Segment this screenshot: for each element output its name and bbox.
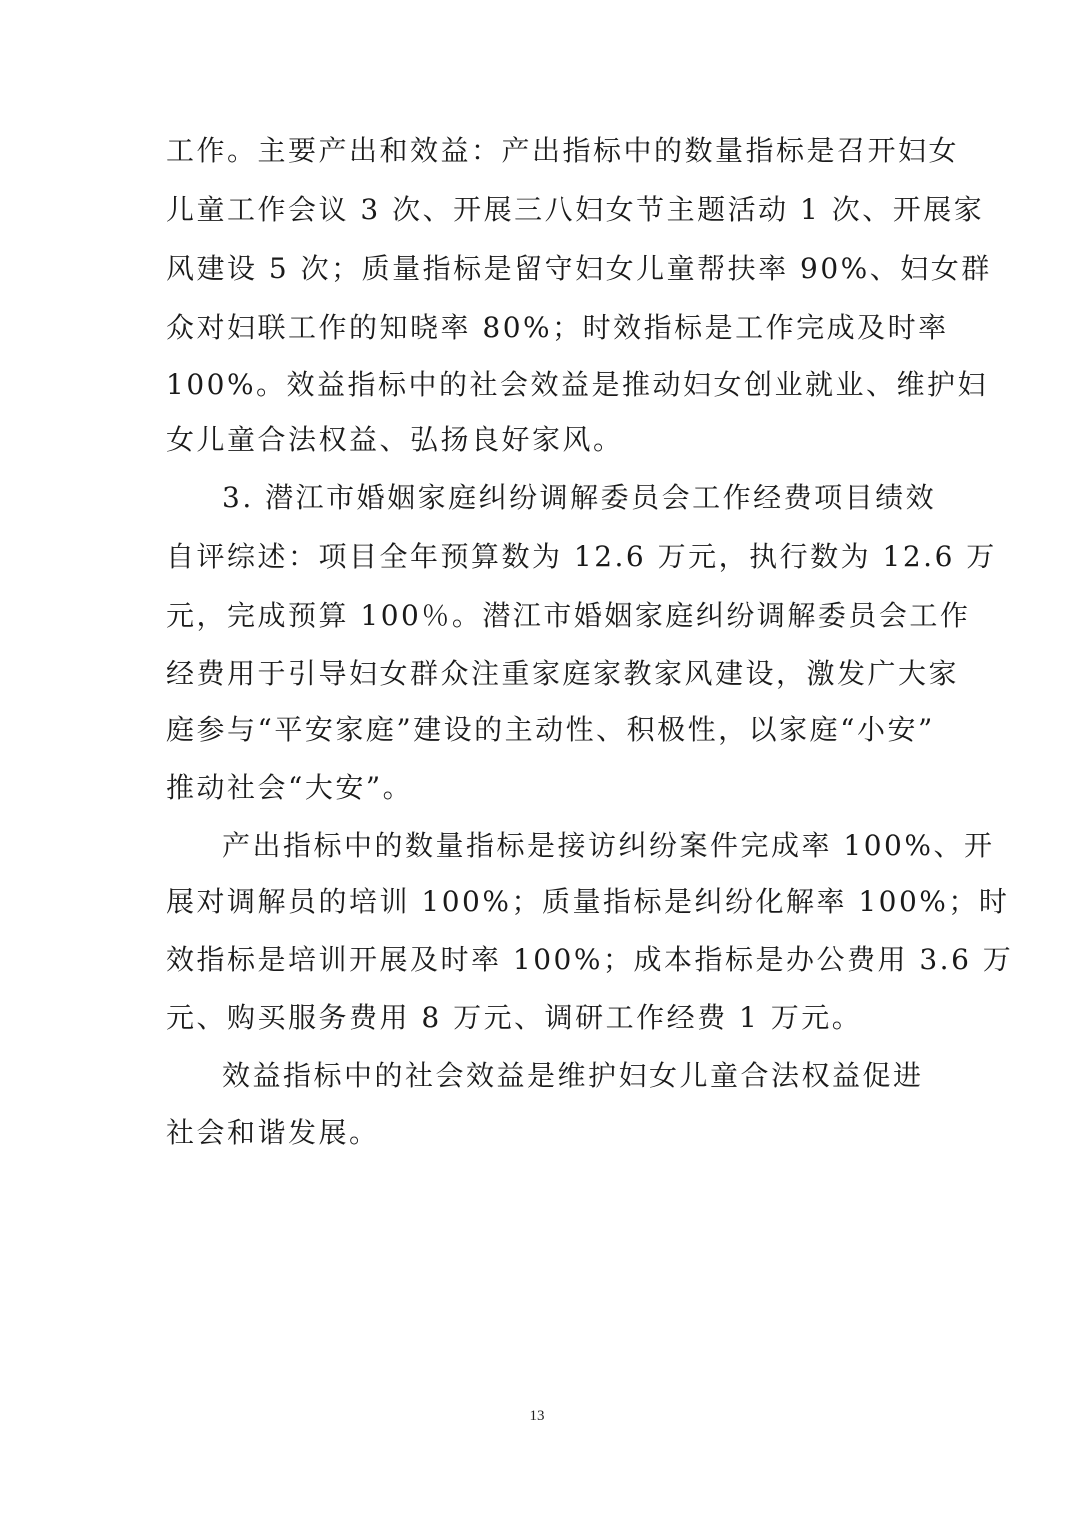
text-line: 元、购买服务费用 8 万元、调研工作经费 1 万元。 xyxy=(166,1001,863,1034)
paragraph-start-line: 产出指标中的数量指标是接访纠纷案件完成率 100%、开 xyxy=(222,829,995,862)
text-line: 展对调解员的培训 100%；质量指标是纠纷化解率 100%；时 xyxy=(166,885,1010,918)
text-line: 风建设 5 次；质量指标是留守妇女儿童帮扶率 90%、妇女群 xyxy=(166,252,992,285)
text-line: 自评综述：项目全年预算数为 12.6 万元，执行数为 12.6 万 xyxy=(166,540,997,573)
text-line: 100%。效益指标中的社会效益是推动妇女创业就业、维护妇 xyxy=(166,368,989,401)
text-line: 推动社会“大安”。 xyxy=(166,771,414,804)
text-line: 元，完成预算 100％。潜江市婚姻家庭纠纷调解委员会工作 xyxy=(166,599,971,632)
paragraph-start-line: 效益指标中的社会效益是维护妇女儿童合法权益促进 xyxy=(222,1059,924,1092)
text-line: 众对妇联工作的知晓率 80%；时效指标是工作完成及时率 xyxy=(166,311,949,344)
text-line: 社会和谐发展。 xyxy=(166,1116,380,1149)
text-line: 效指标是培训开展及时率 100%；成本指标是办公费用 3.6 万 xyxy=(166,943,1014,976)
section-heading-line: 3. 潜江市婚姻家庭纠纷调解委员会工作经费项目绩效 xyxy=(222,481,937,514)
page-number: 13 xyxy=(529,1408,545,1424)
text-line: 儿童工作会议 3 次、开展三八妇女节主题活动 1 次、开展家 xyxy=(166,193,985,226)
text-line: 女儿童合法权益、弘扬良好家风。 xyxy=(166,423,624,456)
text-line: 庭参与“平安家庭”建设的主动性、积极性，以家庭“小安” xyxy=(166,713,935,746)
text-line: 工作。主要产出和效益：产出指标中的数量指标是召开妇女 xyxy=(166,134,960,167)
text-line: 经费用于引导妇女群众注重家庭家教家风建设，激发广大家 xyxy=(166,657,960,690)
